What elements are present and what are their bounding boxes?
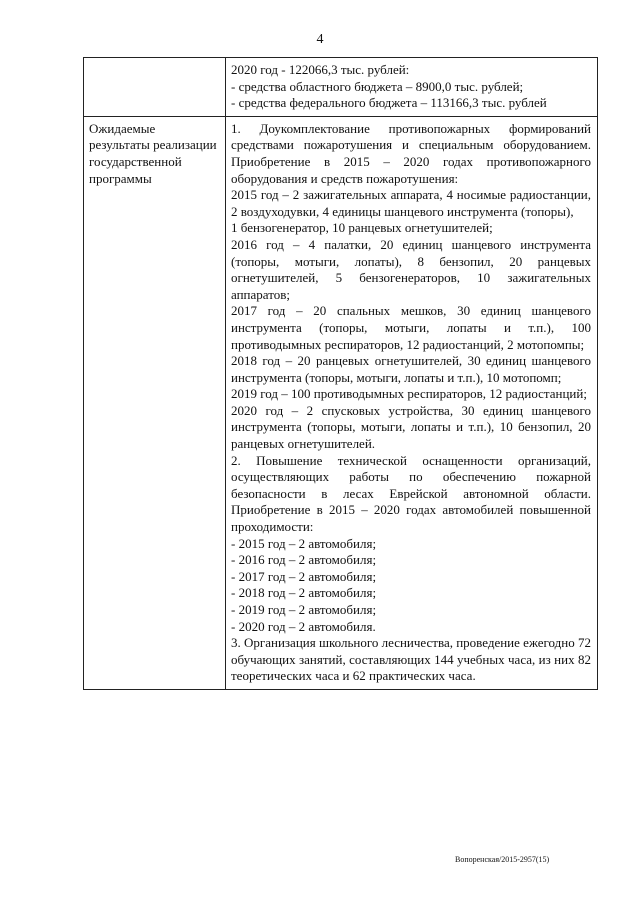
row1-value-cell (226, 58, 598, 117)
table-row-expected-results (84, 116, 598, 689)
funding-line: - средства федерального бюджета – 113166,3 тыс. рублей (231, 95, 547, 111)
result-paragraph: 2018 год – 20 ранцевых огнетушителей, 30 единиц шанцевого инструмента (топоры, мотыги, лопаты и т.п.), 10 мотопомп; (231, 353, 591, 385)
row2-value-cell (226, 116, 598, 689)
vehicle-list-item: - 2016 год – 2 автомобиля; (231, 552, 377, 568)
result-paragraph: 2019 год – 100 противодымных респираторов, 12 радиостанций; (231, 386, 587, 402)
document-reference: Вопоренская/2015-2957(15) (455, 855, 550, 864)
vehicle-list-item: - 2020 год – 2 автомобиля. (231, 618, 376, 634)
result-paragraph: 3. Организация школьного лесничества, проведение ежегодно 72 обучающих занятий, составляющих 144 учебных часа, из них 82 теоретических часа и 62 практических часа. (231, 635, 591, 684)
result-paragraph: 2015 год – 2 зажигательных аппарата, 4 носимые радиостанции, 2 воздуходувки, 4 единицы шанцевого инструмента (топоры), (231, 187, 591, 219)
result-paragraph: 2017 год – 20 спальных мешков, 30 единиц шанцевого инструмента (топоры, мотыги, лопаты и т.п.), 100 противодымных респираторов, 12 радиостанций, 2 мотопомпы; (231, 303, 591, 352)
table-row-funding (84, 58, 598, 117)
result-paragraph: 2020 год – 2 спусковых устройства, 30 единиц шанцевого инструмента (топоры, мотыги, лопаты и т.п.), 10 бензопил, 20 ранцевых огнетушителей. (231, 402, 591, 452)
page-number: 4 (316, 32, 324, 47)
vehicle-list-item: - 2015 год – 2 автомобиля; (231, 535, 377, 551)
result-paragraph: 1. Доукомплектование противопожарных формирований средствами пожаротушения и специальным оборудованием. Приобретение в 2015 – 2020 годах противопожарного оборудования и средств пожаротушения: (231, 120, 591, 186)
row1-label-cell (84, 58, 226, 117)
result-paragraph: 1 бензогенератор, 10 ранцевых огнетушителей; (231, 220, 493, 236)
funding-line: - средства областного бюджета – 8900,0 тыс. рублей; (231, 78, 524, 94)
program-passport-table (83, 57, 598, 690)
vehicle-list-item: - 2019 год – 2 автомобиля; (231, 602, 377, 617)
result-paragraph: 2. Повышение технической оснащенности организаций, осуществляющих работы по обеспечению пожарной безопасности в лесах Еврейской автономной области. Приобретение в 2015 – 2020 годах автомобилей повышенной проходимости: (231, 452, 591, 535)
row2-label-cell: Ожидаемые результаты реализации государственной программы (84, 116, 226, 689)
funding-line: 2020 год - 122066,3 тыс. рублей: (231, 62, 410, 77)
vehicle-list-item: - 2017 год – 2 автомобиля; (231, 568, 377, 584)
result-paragraph: 2016 год – 4 палатки, 20 единиц шанцевого инструмента (топоры, мотыги, лопаты), 8 бензопил, 20 ранцевых огнетушителей, 5 бензогенераторов, 10 зажигательных аппаратов; (231, 236, 591, 302)
vehicle-list-item: - 2018 год – 2 автомобиля; (231, 585, 377, 601)
